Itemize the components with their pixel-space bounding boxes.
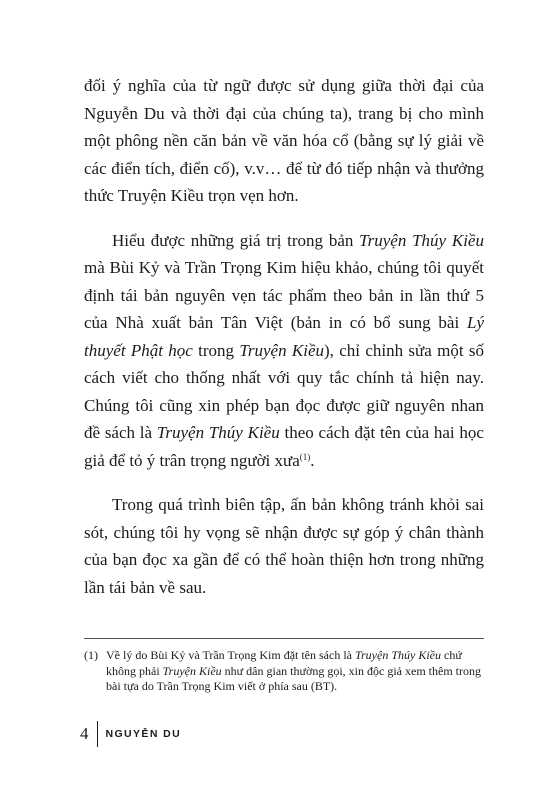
text-run: mà Bùi Kỷ và Trần Trọng Kim hiệu khảo, chúng tôi quyết định tái bản nguyên vẹn tác phẩm theo bản in lần thứ 5 của Nhà xuất bản Tân Việt (bản in có bổ sung bài	[84, 258, 484, 332]
footnote-separator	[84, 638, 484, 639]
footnote-reference: (1)	[299, 451, 311, 462]
text-run: như dân gian thường gọi, xin độc giả xem thêm trong bài tựa do Trần Trọng Kim viết ở phía sau (BT).	[106, 663, 481, 693]
page-number: 4	[80, 724, 89, 743]
text-run: ), chỉ chỉnh sửa một số cách viết cho thống nhất với quy tắc chính tả hiện nay. Chúng tôi cũng xin phép bạn đọc được giữ nguyên nhan đề sách là	[84, 340, 484, 442]
text-run: theo cách đặt tên của hai học giả để tỏ ý trân trọng người xưa	[84, 423, 484, 470]
body-text	[84, 72, 484, 618]
footer-divider	[97, 721, 98, 747]
italic-title: Truyện Thúy Kiều	[156, 423, 280, 442]
italic-title: Truyện Kiều	[239, 340, 325, 360]
text-run: chứ không phải	[106, 648, 462, 678]
italic-title: Truyện Thúy Kiều	[355, 648, 441, 662]
page-footer	[80, 720, 181, 748]
paragraph-3	[84, 491, 484, 601]
text-run: Về lý do Bùi Kỷ và Trần Trọng Kim đặt tên sách là	[106, 648, 355, 662]
paragraph-1	[84, 72, 484, 210]
italic-title: Truyện Thúy Kiều	[359, 230, 484, 250]
text-run: đối ý nghĩa của từ ngữ được sử dụng giữa thời đại của Nguyễn Du và thời đại của chúng ta), trang bị cho mình một phông nền căn bản về văn hóa cổ (bằng sự lý giải về các điển tích, điển cố), v.v… để từ đó tiếp nhận và thưởng thức Truyện Kiều trọn vẹn hơn.	[84, 76, 484, 205]
footnote	[84, 648, 484, 695]
running-title: NGUYỄN DU	[105, 728, 182, 740]
text-run: Hiểu được những giá trị trong bản	[112, 230, 360, 250]
paragraph-2	[84, 227, 484, 475]
text-run: .	[310, 450, 315, 470]
text-run: trong	[192, 340, 240, 360]
italic-title: Truyện Kiều	[162, 663, 222, 678]
footnote-text	[106, 648, 484, 695]
italic-title: Lý thuyết Phật học	[84, 313, 484, 360]
text-run: Trong quá trình biên tập, ấn bản không tránh khỏi sai sót, chúng tôi hy vọng sẽ nhận được sự góp ý chân thành của bạn đọc xa gần để có thể hoàn thiện hơn trong những lần tái bản về sau.	[84, 495, 484, 597]
footnote-marker: (1)	[84, 648, 98, 662]
